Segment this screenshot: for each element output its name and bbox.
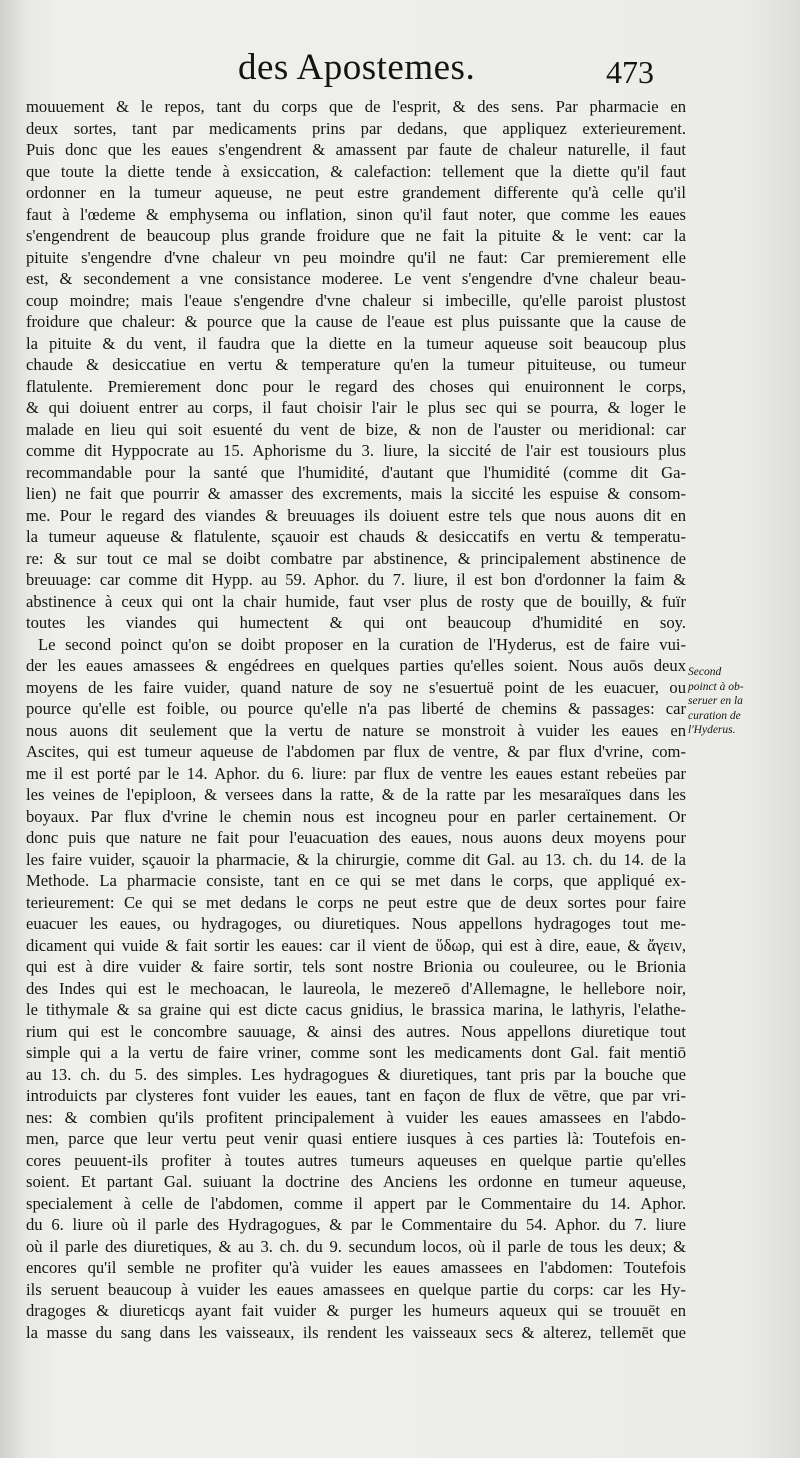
body-text <box>26 96 686 1343</box>
text-line: soient. Et partant Gal. suiuant la doctrine des Anciens les ordonne en tumeur aqueuse, <box>26 1172 686 1191</box>
text-line: où il parle des diuretiques, & au 3. ch. du 9. secundum locos, où il parle de tous les deux; & <box>26 1236 686 1256</box>
text-line: rium qui est le concombre sauuage, & ainsi des autres. Nous appellons diuretique tout <box>26 1021 686 1041</box>
text-line: cores peuuent-ils profiter à toutes autres tumeurs aqueuses en quelque partie qu'elles <box>26 1150 686 1170</box>
text-line: la tumeur aqueuse & flatulente, sçauoir est chauds & desiccatifs en vertu & temperatu- <box>26 527 686 546</box>
page-number: 473 <box>606 54 654 90</box>
text-line: qui est à dire vuider & faire sortir, tels sont nostre Brionia ou couleuree, ou le Brionia <box>26 957 686 976</box>
text-line: terieurement: Ce qui se met dedans le corps ne peut estre que de deux sortes pour faire <box>26 892 686 912</box>
running-head <box>0 44 800 94</box>
text-line: simple qui a la vertu de faire vriner, comme sont les medicaments dont Gal. fait mentiō <box>26 1043 686 1062</box>
text-line: la pituite & du vent, il faudra que la diette en la tumeur aqueuse soit beaucoup plus <box>26 333 686 353</box>
text-line: moyens de les faire vuider, quand nature de soy ne s'esuertuë point de les euacuer, ou <box>26 677 686 697</box>
text-line: Ascites, qui est tumeur aqueuse de l'abdomen par flux de ventre, & par flux d'vrine, com- <box>26 742 686 761</box>
text-line: Methode. La pharmacie consiste, tant en ce qui se met dans le corps, que appliqué ex- <box>26 871 686 890</box>
text-line: Puis donc que les eaues s'engendrent & amassent par faute de chaleur naturelle, il faut <box>26 140 686 159</box>
margin-note-line: poinct à ob- <box>688 680 744 693</box>
margin-note-line: Second <box>688 666 722 678</box>
text-line: dragoges & diureticqs ayant fait vuider & purger les humeurs aqueux qui se trouuēt en <box>26 1301 686 1320</box>
text-line: s'engendrent de beaucoup plus grande froidure que ne fait la pituite & le vent: car la <box>26 226 686 245</box>
text-line: recommandable pour la santé que l'humidité, d'autant que l'humidité (comme dit Ga- <box>26 462 686 482</box>
text-line: encores qu'il semble ne profiter qu'à vuider les eaues amassees en l'abdomen: Toutefois <box>26 1258 686 1277</box>
text-line: est, & secondement a vne consistance moderee. Le vent s'engendre d'vne chaleur beau- <box>26 269 686 288</box>
text-line: & qui doiuent entrer au corps, il faut choisir l'air le plus sec qui se pourra, & loger le <box>26 398 686 417</box>
text-line: dicament qui vuide & fait sortir les eaues: car il vient de ὕδωρ, qui est à dire, eaue, & ἄγειν, <box>26 935 686 955</box>
text-line: nous auons dit seulement que la vertu de nature se monstroit à vuider les eaues en <box>26 720 686 740</box>
text-line: les faire vuider, sçauoir la pharmacie, & la chirurgie, comme dit Gal. au 13. ch. du 14. de la <box>26 849 686 869</box>
text-line: introduicts par clysteres font vuider les eaues, tant en façon de flux de vētre, que par vri- <box>26 1086 686 1105</box>
text-line: malade en lieu qui soit esuenté du vent de bize, & non de l'auster ou meridional: car <box>26 419 686 439</box>
text-line: pituite s'engendre d'vne chaleur vn peu moindre qu'il ne faut: Car premierement elle <box>26 247 686 267</box>
text-line: Le second poinct qu'on se doibt proposer en la curation de l'Hyderus, est de faire vui- <box>38 634 686 654</box>
text-line: faut à l'œdeme & emphysema ou inflation, sinon qu'il faut noter, que comme les eaues <box>26 204 686 224</box>
text-line: ordonner en la tumeur aqueuse, ne peut estre grandement differente qu'à celle qu'il <box>26 183 686 202</box>
text-line: breuuage: car comme dit Hypp. au 59. Aphor. du 7. liure, il est bon d'ordonner la faim & <box>26 570 686 589</box>
running-head-title: des Apostemes. <box>238 47 476 88</box>
margin-note-line: l'Hyderus. <box>688 724 736 736</box>
text-line: pource qu'elle est foible, ou pource qu'elle n'a pas liberté de chemins & passages: car <box>26 699 686 718</box>
text-line: ils seruent beaucoup à vuider les eaues amassees en quelque partie du corps: car les Hy- <box>26 1279 686 1299</box>
text-line: nes: & combien qu'ils profitent principalement à vuider les eaues amassees en l'abdo- <box>26 1107 686 1127</box>
margin-note <box>688 665 798 738</box>
text-line: la masse du sang dans les vaisseaux, ils rendent les vaisseaux secs & alterez, tellemēt que <box>26 1322 686 1342</box>
text-line: specialement à celle de l'abdomen, comme il appert par le Commentaire du 14. Aphor. <box>26 1193 686 1213</box>
text-line: re: & sur tout ce mal se doibt combatre par abstinence, & principalement abstinence de <box>26 548 686 568</box>
text-line: mouuement & le repos, tant du corps que de l'esprit, & des sens. Par pharmacie en <box>26 97 686 116</box>
margin-note-line: seruer en la <box>688 695 743 707</box>
text-line: que toute la diette tende à exsiccation, & calefaction: tellement que la diette qu'il faut <box>26 161 686 181</box>
text-line: au 13. ch. du 5. des simples. Les hydragogues & diuretiques, tant pris par la bouche que <box>26 1064 686 1084</box>
margin-note-line: curation de <box>688 709 741 722</box>
text-line: du 6. liure où il parle des Hydragogues, & par le Commentaire du 54. Aphor. du 7. liure <box>26 1215 686 1234</box>
text-line: boyaux. Par flux d'vrine le chemin nous est incogneu pour en parler certainement. Or <box>26 806 686 826</box>
text-line: deux sortes, tant par medicaments prins par dedans, que appliquez exterieurement. <box>26 118 686 138</box>
text-line: me. Pour le regard des viandes & breuuages ils doiuent estre tels que nous auons dit en <box>26 505 686 525</box>
text-line: men, parce que leur vertu peut venir quasi entiere iusques à ces parties là: Toutefois en- <box>26 1129 686 1148</box>
text-line: flatulente. Premierement donc pour le regard des choses qui enuironnent le corps, <box>26 376 686 396</box>
text-line: abstinence à ceux qui ont la chair humide, faut vser plus de rosty que de bouilly, & fuïr <box>26 591 686 611</box>
text-line: donc puis que nature ne fait pour l'euacuation des eaues, nous auons deux moyens pour <box>26 828 686 847</box>
text-line: der les eaues amassees & engédrees en quelques parties qu'elles soient. Nous auōs deux <box>26 656 686 675</box>
text-line: lien) ne fait que pourrir & amasser des excrements, mais la siccité les espuise & consom- <box>26 484 686 503</box>
text-line: comme dit Hyppocrate au 15. Aphorisme du 3. liure, la siccité de l'air est tousiours plus <box>26 441 686 460</box>
text-line: froidure que chaleur: & pource que la cause de l'eaue est plus puissante que la cause de <box>26 312 686 331</box>
text-line: chaude & desiccatiue en vertu & temperature qu'en la tumeur pituiteuse, ou tumeur <box>26 355 686 374</box>
text-line: me il est porté par le 14. Aphor. du 6. liure: par flux de ventre les eaues estant rebeües par <box>26 763 686 783</box>
text-line: toutes les viandes qui humectent & qui ont beaucoup d'humidité en soy. <box>26 613 686 632</box>
text-line: le tithymale & sa graine qui est dicte cacus gnidius, le brassica marina, le lathyris, l'elathe- <box>26 1000 686 1019</box>
text-line: coup moindre; mais l'eaue s'engendre d'vne chaleur si imbecille, qu'elle paroist plustost <box>26 290 686 310</box>
text-line: euacuer les eaues, ou hydragoges, ou diuretiques. Nous appellons hydragoges tout me- <box>26 914 686 933</box>
text-line: des Indes qui est le mechoacan, le laureola, le mezereō d'Allemagne, le hellebore noir, <box>26 978 686 998</box>
text-line: les veines de l'epiploon, & versees dans la ratte, & de la ratte par les mesaraïques dans les <box>26 785 686 804</box>
